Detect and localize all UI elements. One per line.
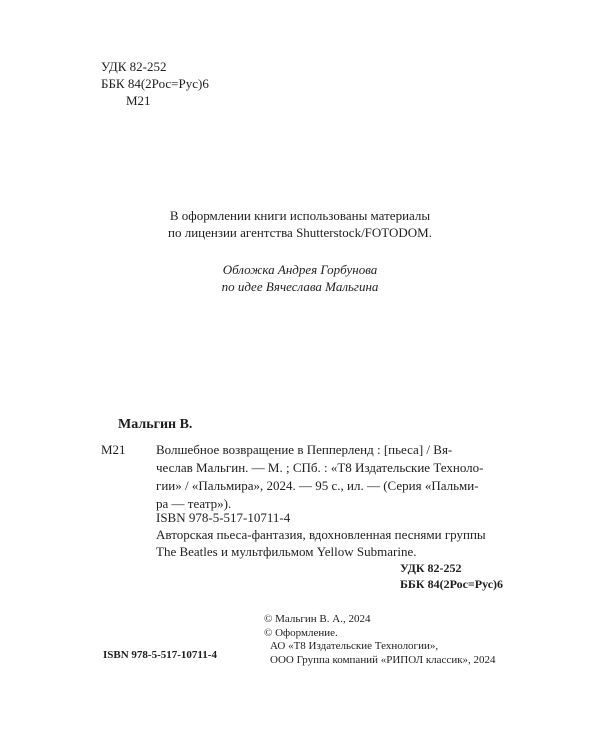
copyright-line: © Мальгин В. А., 2024 (264, 613, 371, 625)
isbn-bottom: ISBN 978-5-517-10711-4 (103, 649, 217, 661)
description-line: гии» / «Пальмира», 2024. — 95 с., ил. — (Серия «Пальми- (156, 478, 479, 493)
annotation-line: The Beatles и мультфильмом Yellow Submarine. (156, 544, 417, 559)
bbk-code: ББК 84(2Рос=Рус)6 (101, 76, 209, 91)
bottom-classification-codes (400, 560, 503, 592)
udk-code-bottom: УДК 82-252 (400, 561, 462, 575)
cover-credit-line: по идее Вячеслава Мальгина (221, 279, 379, 294)
author-code: М21 (126, 93, 151, 108)
copyright-block (264, 613, 496, 667)
copyright-line: © Оформление. (264, 626, 338, 639)
cover-credit (0, 261, 600, 295)
annotation-line: Авторская пьеса-фантазия, вдохновленная песнями группы (156, 527, 486, 542)
cover-credit-line: Обложка Андрея Горбунова (222, 262, 378, 277)
bibliographic-description (156, 441, 518, 513)
description-line: чеслав Мальгин. — М. ; СПб. : «Т8 Издательские Техноло- (156, 460, 484, 475)
materials-note-line: по лицензии агентства Shutterstock/FOTODOM. (168, 225, 432, 240)
record-isbn: ISBN 978-5-517-10711-4 (156, 510, 291, 525)
description-line: ра — театр»). (156, 496, 232, 511)
top-classification-codes (101, 58, 209, 109)
record-author: Мальгин В. (118, 417, 193, 432)
materials-note (0, 207, 600, 241)
copyright-line: ООО Группа компаний «РИПОЛ классик», 2024 (270, 653, 496, 666)
materials-note-line: В оформлении книги использованы материалы (169, 208, 431, 223)
description-line: Волшебное возвращение в Пепперленд : [пьеса] / Вя- (156, 442, 453, 457)
bbk-code-bottom: ББК 84(2Рос=Рус)6 (400, 577, 504, 591)
record-code: М21 (101, 442, 126, 457)
annotation (156, 526, 486, 560)
udk-code: УДК 82-252 (101, 59, 167, 74)
copyright-line: АО «Т8 Издательские Технологии», (270, 640, 439, 652)
